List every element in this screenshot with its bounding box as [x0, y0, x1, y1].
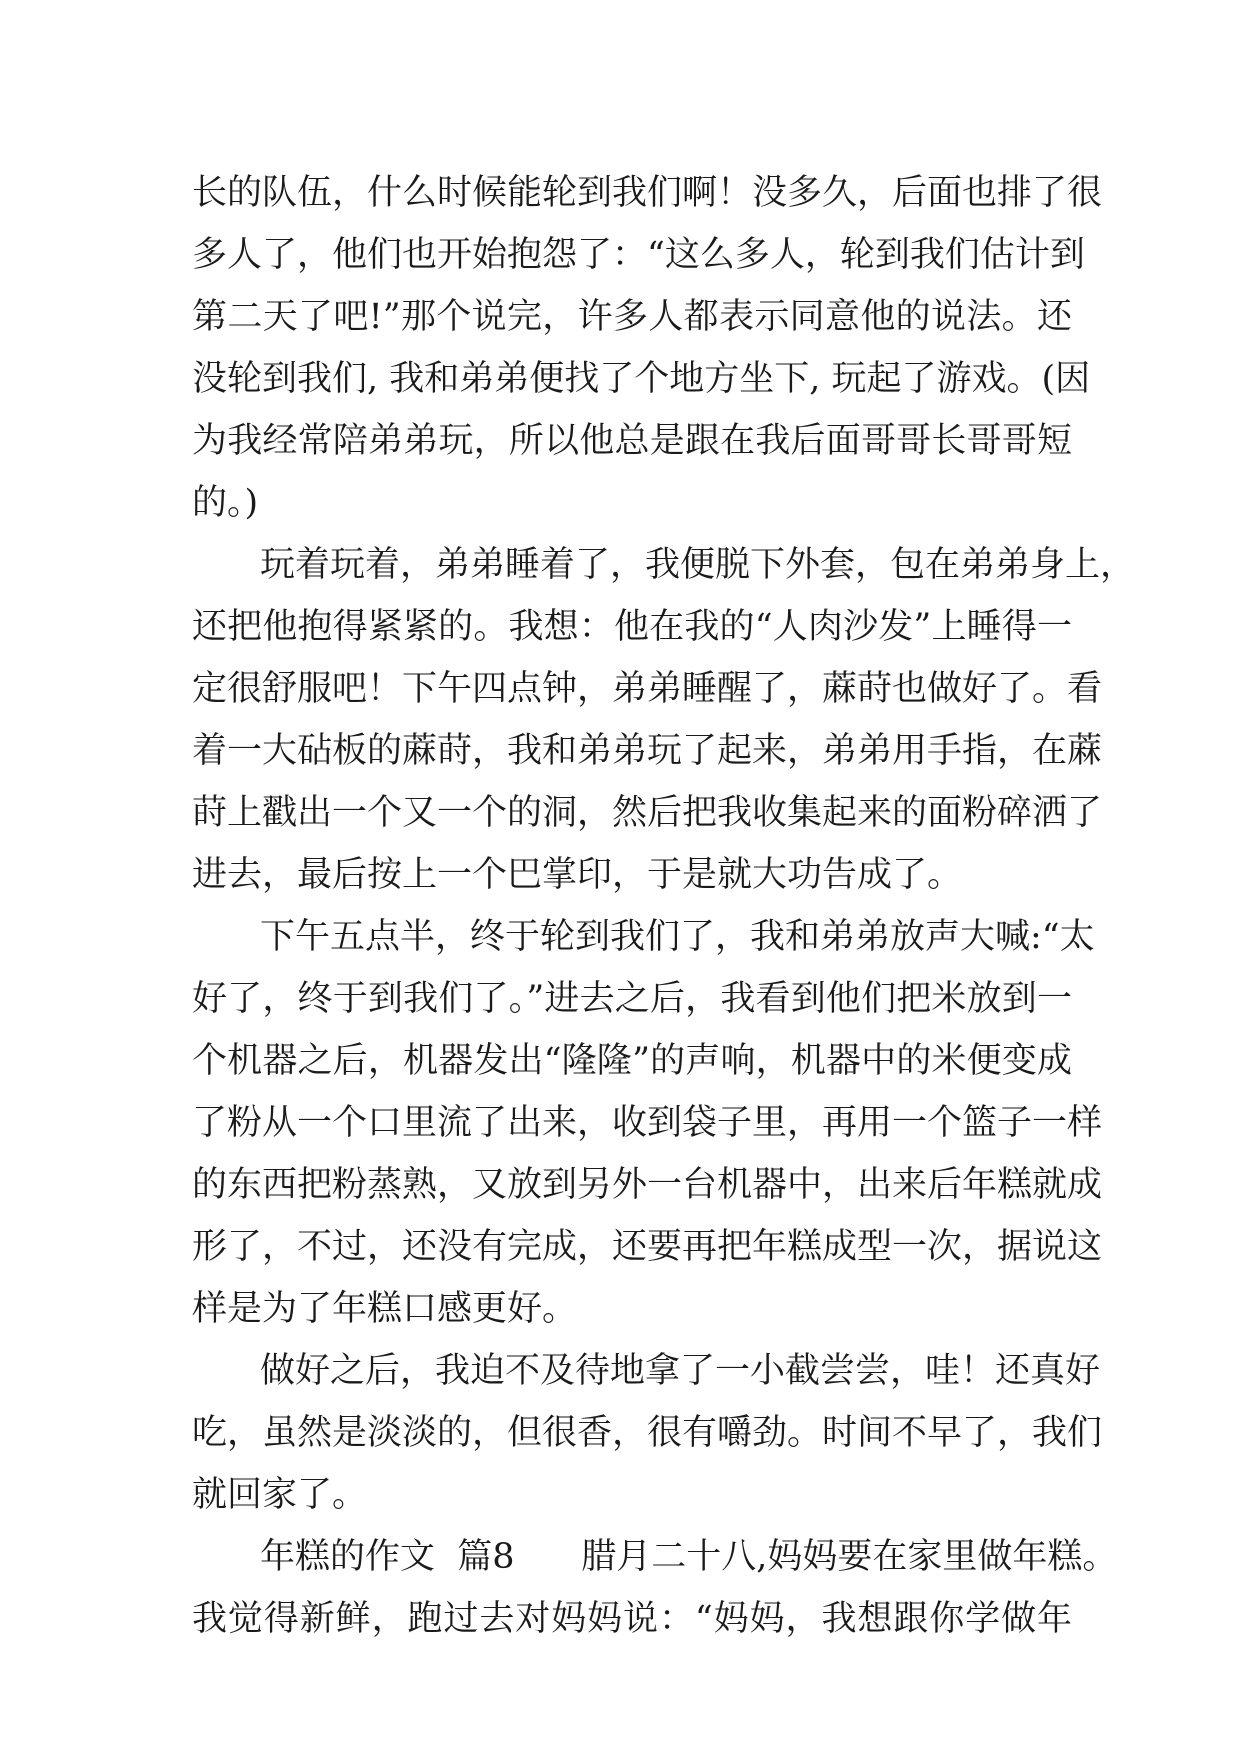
text-line: 着一大砧板的蔴莳，我和弟弟玩了起来，弟弟用手指，在蔴: [192, 731, 1103, 771]
document-body: [192, 162, 1136, 1650]
text-line: 的。): [192, 483, 259, 523]
text-line: 还把他抱得紧紧的。我想：他在我的“人肉沙发”上睡得一: [192, 607, 1072, 647]
text-line: 我觉得新鲜，跑过去对妈妈说：“妈妈，我想跟你学做年: [192, 1599, 1072, 1639]
text-line: 玩着玩着，弟弟睡着了，我便脱下外套，包在弟弟身上，: [260, 545, 1136, 585]
text-line: 做好之后，我迫不及待地拿了一小截尝尝，哇！还真好: [260, 1351, 1101, 1391]
text-line: 第二天了吧!”那个说完，许多人都表示同意他的说法。还: [192, 297, 1072, 337]
text-line: 的东西把粉蒸熟，又放到另外一台机器中，出来后年糕就成: [192, 1165, 1103, 1205]
text-line: 莳上戳出一个又一个的洞，然后把我收集起来的面粉碎洒了: [192, 793, 1103, 833]
paragraph: [192, 906, 1103, 1340]
paragraph: [192, 534, 1136, 906]
text-line: 样是为了年糕口感更好。: [192, 1289, 578, 1329]
paragraph: [192, 162, 1103, 534]
text-line: 为我经常陪弟弟玩，所以他总是跟在我后面哥哥长哥哥短: [192, 421, 1072, 461]
text-line: 没轮到我们, 我和弟弟便找了个地方坐下, 玩起了游戏。(因: [192, 359, 1091, 399]
paragraph: [192, 1340, 1103, 1526]
paragraph: [192, 1526, 1118, 1650]
text-line: 形了，不过，还没有完成，还要再把年糕成型一次，据说这: [192, 1227, 1103, 1267]
text-line: 就回家了。: [192, 1475, 368, 1515]
text-line: 进去，最后按上一个巴掌印，于是就大功告成了。: [192, 855, 963, 895]
text-line: 多人了，他们也开始抱怨了：“这么多人，轮到我们估计到: [192, 235, 1085, 275]
text-line: 长的队伍，什么时候能轮到我们啊！没多久，后面也排了很: [192, 173, 1103, 213]
text-line: 吃，虽然是淡淡的，但很香，很有嚼劲。时间不早了，我们: [192, 1413, 1103, 1453]
text-line: 定很舒服吧！下午四点钟，弟弟睡醒了，蔴莳也做好了。看: [192, 669, 1103, 709]
text-line: 下午五点半，终于轮到我们了，我和弟弟放声大喊:“太: [260, 917, 1095, 957]
text-line: 个机器之后，机器发出“隆隆”的声响，机器中的米便变成: [192, 1041, 1072, 1081]
text-line: 了粉从一个口里流了出来，收到袋子里，再用一个篮子一样: [192, 1103, 1103, 1143]
text-line: 好了，终于到我们了。”进去之后，我看到他们把米放到一: [192, 979, 1072, 1019]
text-line: 年糕的作文 篇8 腊月二十八,妈妈要在家里做年糕。: [260, 1537, 1118, 1577]
